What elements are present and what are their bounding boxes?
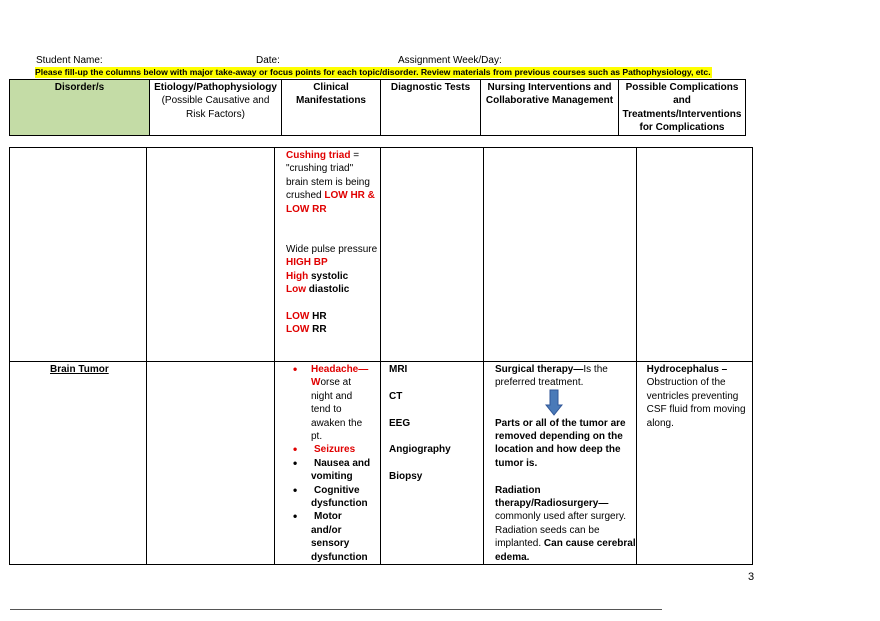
edema-2: edema. bbox=[495, 551, 530, 563]
list-item bbox=[275, 484, 380, 511]
header-complications-1: Possible Complications bbox=[625, 82, 739, 93]
header-etiology bbox=[150, 80, 282, 136]
nausea-2: vomiting bbox=[311, 471, 353, 483]
row2-complications-cell bbox=[636, 362, 752, 565]
header-complications bbox=[619, 80, 746, 136]
low-rr-rr: RR bbox=[309, 324, 327, 336]
wide-pulse-pressure: Wide pulse pressure bbox=[286, 243, 378, 255]
brain-stem-crushed: crushed bbox=[286, 190, 325, 202]
headache-c: night and bbox=[311, 390, 353, 402]
brain-tumor-label: Brain Tumor bbox=[50, 364, 109, 375]
row1-manifestations-cell bbox=[275, 148, 381, 362]
parts-2: removed depending on the bbox=[495, 431, 623, 443]
header-clinical bbox=[282, 80, 381, 136]
high-word: High bbox=[286, 270, 309, 282]
header-disorders bbox=[10, 80, 150, 136]
disorder-table bbox=[9, 147, 753, 565]
row1-complications-cell bbox=[636, 148, 752, 362]
manifestations-list bbox=[275, 363, 380, 564]
hydrocephalus-label: Hydrocephalus – bbox=[646, 364, 728, 375]
header-nursing bbox=[481, 80, 619, 136]
low-hr-rr-2: LOW RR bbox=[286, 203, 327, 215]
header-complications-2: and bbox=[673, 95, 691, 107]
header-etiology-title: Etiology/Pathophysiology bbox=[154, 82, 277, 93]
cushing-line bbox=[286, 149, 378, 162]
low-diastolic-line bbox=[286, 283, 378, 296]
headache-w: W bbox=[311, 377, 321, 389]
down-arrow-icon bbox=[545, 389, 563, 416]
systolic-word: systolic bbox=[308, 270, 349, 282]
row2-diagnostic-cell bbox=[381, 362, 484, 565]
hydro-line-1: Obstruction of the bbox=[646, 377, 726, 389]
student-name-label: Student Name: bbox=[36, 55, 103, 66]
footer-divider bbox=[10, 609, 662, 610]
cognitive-2: dysfunction bbox=[311, 498, 368, 510]
list-item bbox=[275, 363, 380, 443]
header-nursing-2: Collaborative Management bbox=[485, 95, 614, 107]
header-table bbox=[9, 79, 746, 136]
headache-e: awaken the bbox=[311, 417, 363, 429]
test-angiography: Angiography bbox=[389, 444, 451, 456]
radiation-3: commonly used after surgery. bbox=[495, 511, 626, 523]
header-complications-3: Treatments/Interventions bbox=[622, 108, 742, 120]
radiation-1: Radiation bbox=[495, 484, 541, 496]
header-etiology-sub2: Risk Factors) bbox=[186, 108, 245, 120]
low-hr-line bbox=[286, 310, 378, 323]
crushing-quote: "crushing triad" bbox=[286, 163, 354, 175]
header-diagnostic-text: Diagnostic Tests bbox=[390, 82, 471, 93]
hydro-line-3: CSF fluid from moving bbox=[646, 404, 746, 416]
low-hr-low: LOW bbox=[286, 310, 310, 322]
radiation-2: therapy/Radiosurgery— bbox=[495, 498, 609, 510]
high-systolic-line bbox=[286, 270, 378, 283]
brain-stem-line1: brain stem is being bbox=[286, 176, 370, 188]
table-row bbox=[10, 148, 753, 362]
parts-4: tumor is. bbox=[495, 457, 538, 469]
header-complications-4: for Complications bbox=[639, 122, 725, 134]
low-hr-rr-1: LOW HR & bbox=[324, 190, 375, 202]
header-etiology-sub1: (Possible Causative and bbox=[161, 95, 270, 107]
low-hr-hr: HR bbox=[309, 310, 327, 322]
instruction-banner: Please fill-up the columns below with major take-away or focus points for each topic/disorder. Review materials from previous courses such as Pathophysiology, etc. bbox=[35, 67, 711, 77]
row2-manifestations-cell bbox=[275, 362, 381, 565]
surgical-rest-1: Is the bbox=[583, 364, 608, 375]
test-mri: MRI bbox=[389, 364, 408, 375]
assignment-week-label: Assignment Week/Day: bbox=[398, 55, 502, 66]
radiation-4: Radiation seeds can be bbox=[495, 524, 600, 536]
header-nursing-1: Nursing Interventions and bbox=[487, 82, 612, 93]
test-ct: CT bbox=[389, 390, 403, 402]
high-bp: HIGH BP bbox=[286, 257, 328, 269]
seizures: • Seizures bbox=[314, 444, 356, 456]
list-item bbox=[275, 510, 380, 564]
row1-diagnostic-cell bbox=[381, 148, 484, 362]
student-info-line bbox=[36, 55, 736, 67]
surgical-rest-2: preferred treatment. bbox=[495, 377, 584, 389]
header-clinical-1: Clinical bbox=[313, 82, 349, 93]
motor-1: • Motor bbox=[314, 511, 342, 523]
row1-disorder-cell bbox=[10, 148, 147, 362]
row2-disorder-cell bbox=[10, 362, 147, 565]
surgical-therapy-label: Surgical therapy— bbox=[495, 364, 584, 375]
list-item bbox=[275, 443, 380, 456]
hydro-line-4: along. bbox=[646, 417, 674, 429]
header-disorders-text: Disorder/s bbox=[54, 82, 105, 93]
headache-d: tend to bbox=[311, 404, 342, 416]
parts-1: Parts or all of the tumor are bbox=[495, 417, 626, 429]
row2-etiology-cell bbox=[147, 362, 275, 565]
page-number: 3 bbox=[748, 571, 755, 583]
hydro-line-2: ventricles preventing bbox=[646, 390, 739, 402]
cognitive-1: • Cognitive bbox=[314, 484, 360, 496]
headache-label: Headache— bbox=[311, 364, 369, 375]
brain-stem-line2 bbox=[286, 189, 378, 202]
edema-1: Can cause cerebral bbox=[543, 538, 636, 550]
test-eeg: EEG bbox=[389, 417, 411, 429]
motor-3: sensory bbox=[311, 538, 350, 550]
date-label: Date: bbox=[256, 55, 280, 66]
cushing-triad-label: Cushing triad bbox=[286, 150, 351, 161]
table-row bbox=[10, 362, 753, 565]
headache-f: pt. bbox=[311, 431, 323, 443]
nausea-1: • Nausea and bbox=[314, 457, 371, 469]
header-diagnostic bbox=[381, 80, 481, 136]
low-word: Low bbox=[286, 284, 306, 296]
list-item bbox=[275, 457, 380, 484]
motor-2: and/or bbox=[311, 524, 342, 536]
headache-b: orse at bbox=[320, 377, 352, 389]
header-clinical-2: Manifestations bbox=[295, 95, 366, 107]
row1-nursing-cell bbox=[484, 148, 637, 362]
test-biopsy: Biopsy bbox=[389, 471, 423, 483]
low-rr-low: LOW bbox=[286, 324, 310, 336]
diastolic-word: diastolic bbox=[306, 284, 350, 296]
motor-4: dysfunction bbox=[311, 551, 368, 563]
cushing-eq: = bbox=[350, 150, 360, 161]
low-rr-line bbox=[286, 323, 378, 336]
row1-etiology-cell bbox=[147, 148, 275, 362]
parts-3: location and how deep the bbox=[495, 444, 621, 456]
radiation-5: implanted. bbox=[495, 538, 544, 550]
